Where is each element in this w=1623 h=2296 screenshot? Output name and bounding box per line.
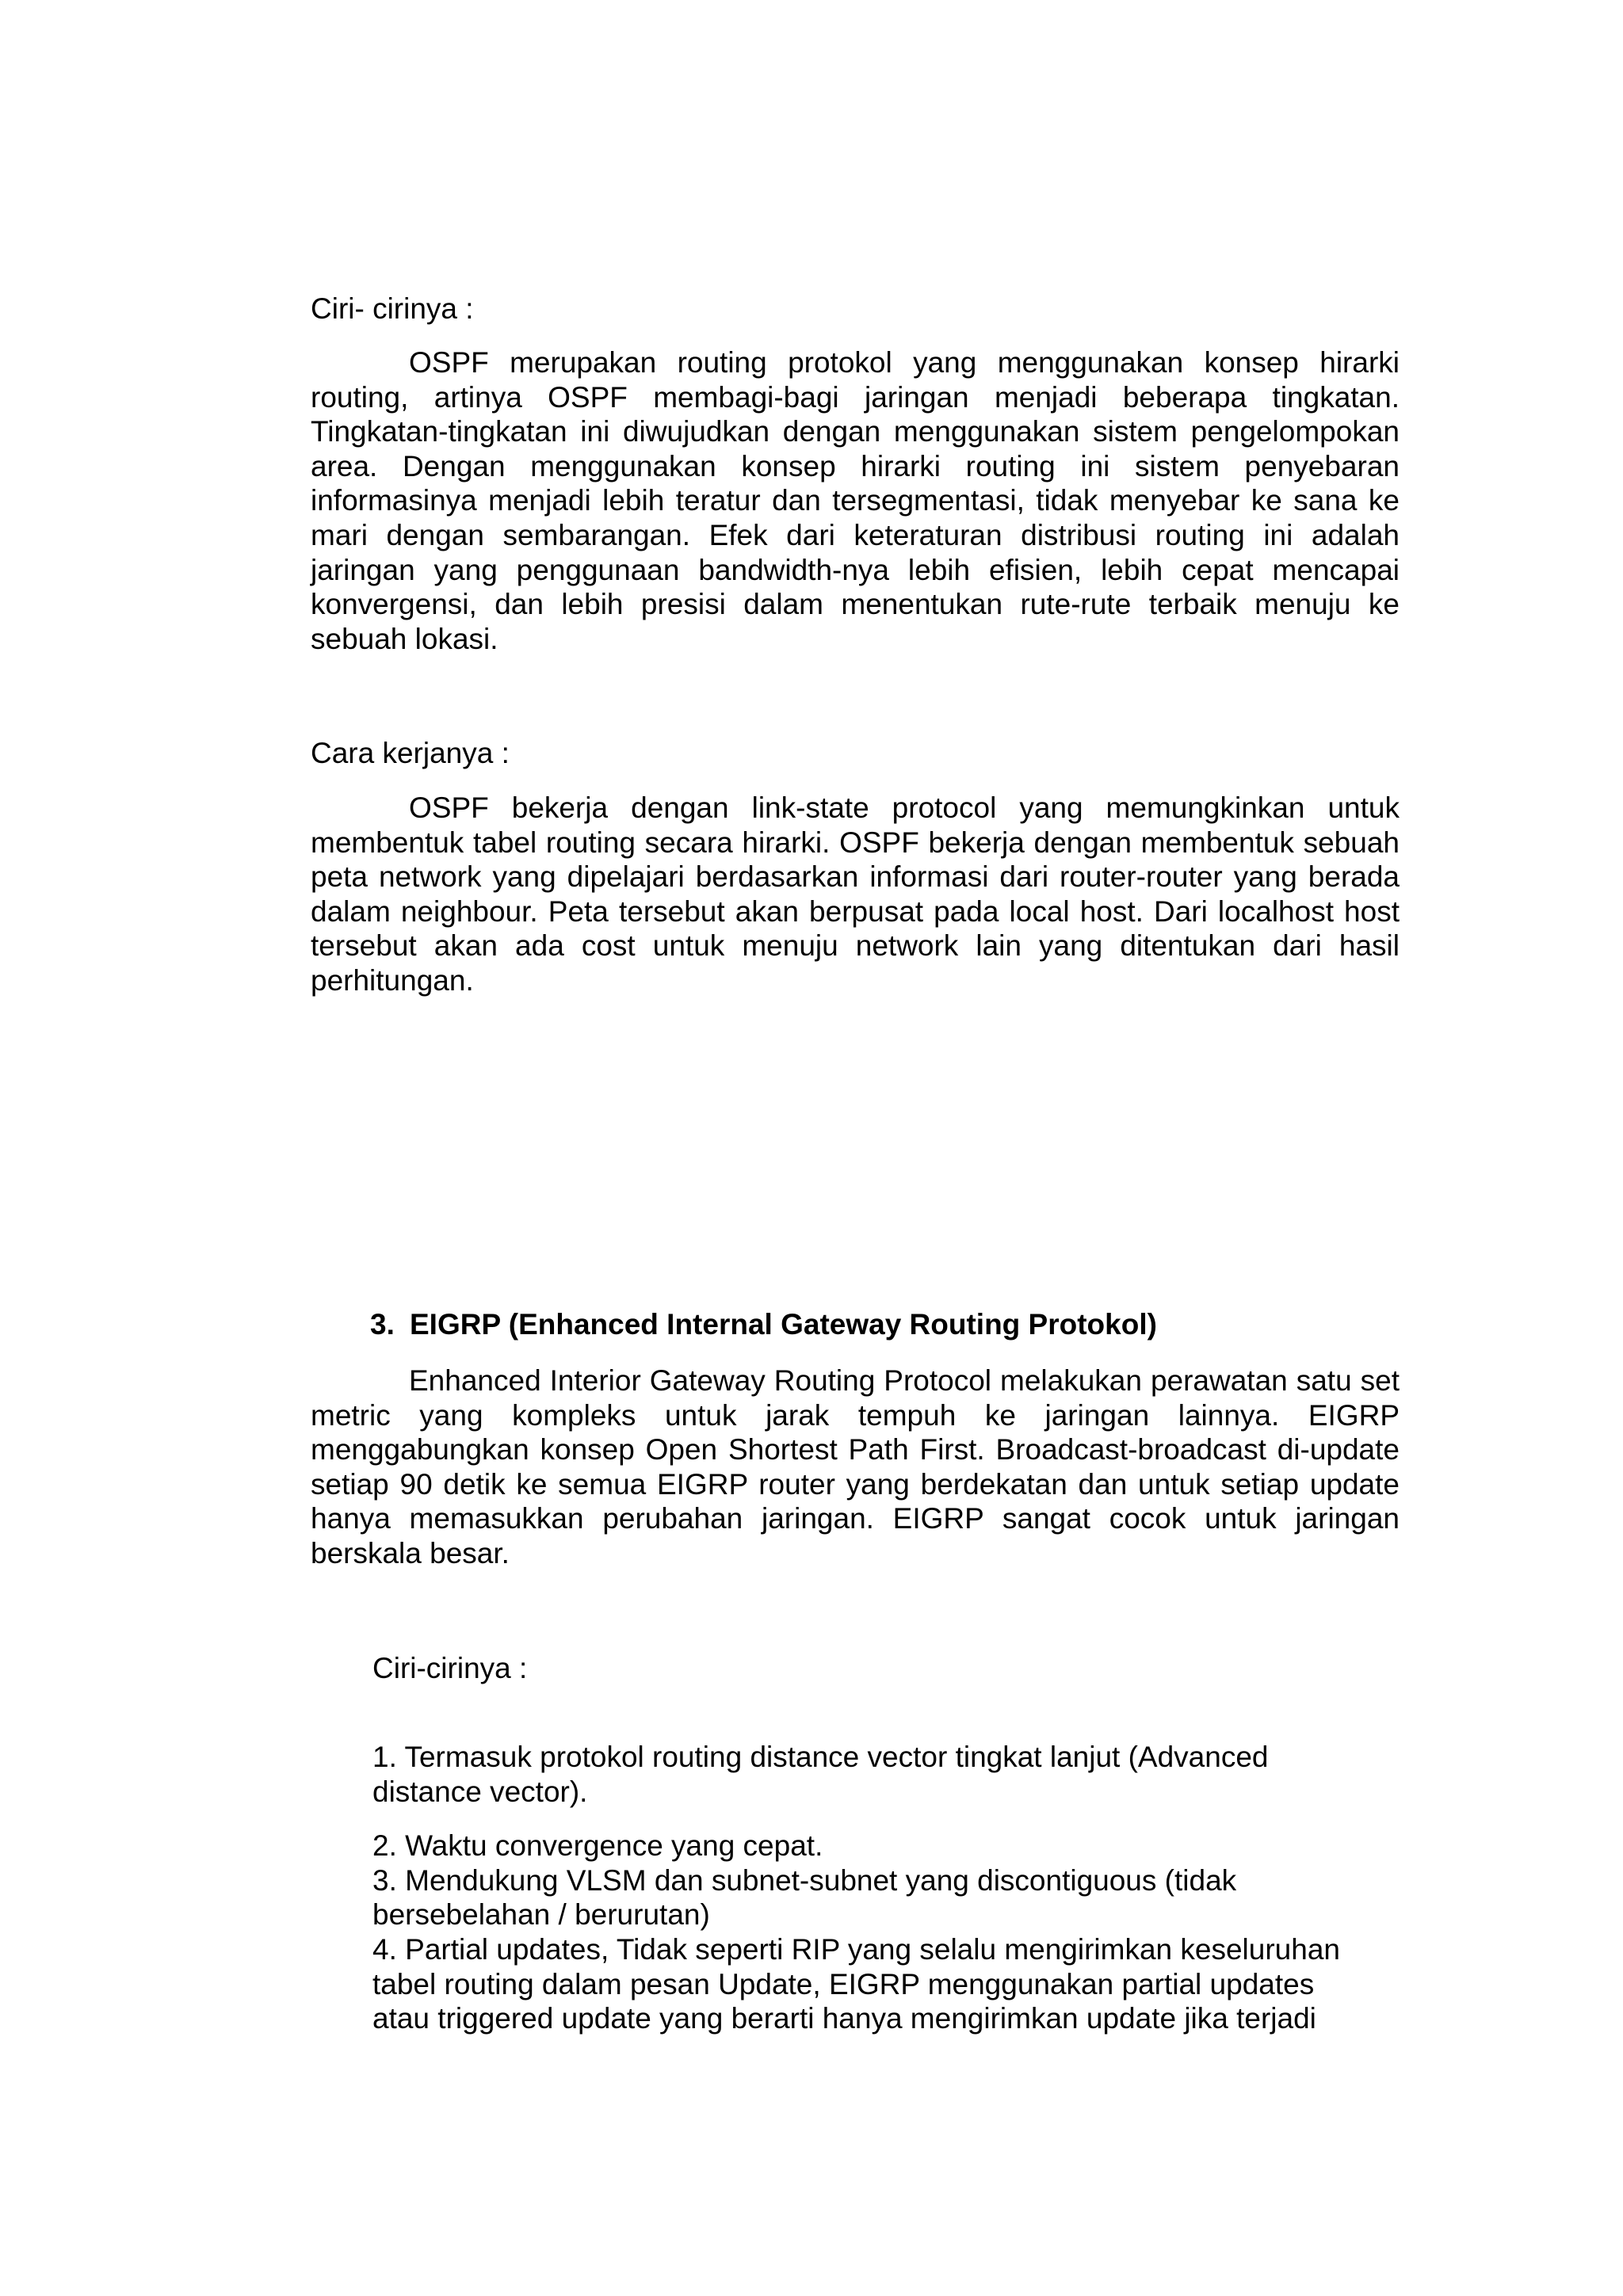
ospf-ciri-paragraph: OSPF merupakan routing protokol yang menggunakan konsep hirarki routing, artinya OSPF membagi-bagi jaringan menjadi beberapa tingkatan. Tingkatan-tingkatan ini diwujudkan dengan menggunakan sistem pengelompokan area. Dengan menggunakan konsep hirarki routing ini sistem penyebaran informasinya menjadi lebih teratur dan tersegmentasi, tidak menyebar ke sana ke mari dengan sembarangan. Efek dari keteraturan distribusi routing ini adalah jaringan yang penggunaan bandwidth-nya lebih efisien, lebih cepat mencapai konvergensi, dan lebih presisi dalam menentukan rute-rute terbaik menuju ke sebuah lokasi. [311,346,1400,655]
eigrp-intro-paragraph: Enhanced Interior Gateway Routing Protocol melakukan perawatan satu set metric yang kompleks untuk jarak tempuh ke jaringan lainnya. EIGRP menggabungkan konsep Open Shortest Path First. Broadcast-broadcast di-update setiap 90 detik ke semua EIGRP router yang berdekatan dan untuk setiap update hanya memasukkan perubahan jaringan. EIGRP sangat cocok untuk jaringan berskala besar. [311,1364,1400,1569]
eigrp-heading-title: EIGRP (Enhanced Internal Gateway Routing Protokol) [410,1308,1157,1341]
list-item: 4. Partial updates, Tidak seperti RIP yang selalu mengirimkan keseluruhan tabel routing dalam pesan Update, EIGRP menggunakan partial updates atau triggered update yang berarti hanya mengirimkan update jika terjadi [372,1932,1340,2035]
eigrp-ciri-label: Ciri-cirinya : [372,1652,528,1684]
ospf-cara-label: Cara kerjanya : [311,737,510,769]
list-item: 1. Termasuk protokol routing distance vector tingkat lanjut (Advanced distance vector). [372,1741,1269,1808]
eigrp-heading-number: 3. [370,1308,395,1341]
ospf-cara-paragraph: OSPF bekerja dengan link-state protocol yang memungkinkan untuk membentuk tabel routing secara hirarki. OSPF bekerja dengan membentuk sebuah peta network yang dipelajari berdasarkan informasi dari router-router yang berada dalam neighbour. Peta tersebut akan berpusat pada local host. Dari localhost host tersebut akan ada cost untuk menuju network lain yang ditentukan dari hasil perhitungan. [311,791,1400,997]
ospf-ciri-label: Ciri- cirinya : [311,292,474,325]
list-item: 2. Waktu convergence yang cepat. [372,1829,823,1863]
eigrp-heading [370,1307,1157,1342]
list-item: 3. Mendukung VLSM dan subnet-subnet yang discontiguous (tidak bersebelahan / berurutan) [372,1863,1237,1932]
eigrp-ciri-list [372,1740,1379,2036]
